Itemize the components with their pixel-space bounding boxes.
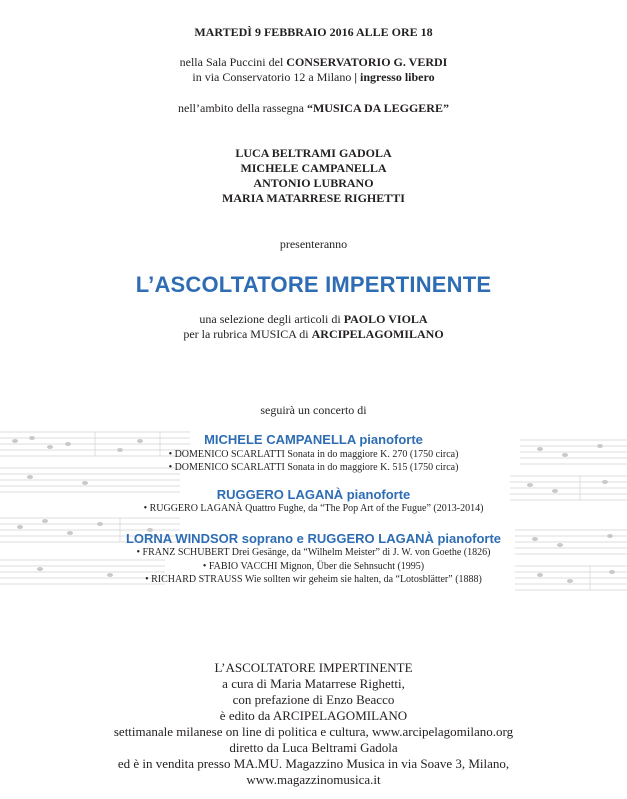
book-info-line: è edito da ARCIPELAGOMILANO xyxy=(219,708,408,723)
presenting-label: presenteranno xyxy=(279,237,348,251)
performer-heading: MICHELE CAMPANELLA pianoforte xyxy=(204,432,423,447)
program-piece: • RICHARD STRAUSS Wie sollten wir geheim sie halten, da “Lotosblätter” (1888) xyxy=(145,574,482,585)
event-date: MARTEDÌ 9 FEBBRAIO 2016 ALLE ORE 18 xyxy=(194,25,433,39)
website-link[interactable]: www.magazzinomusica.it xyxy=(246,772,381,787)
program-piece: • RUGGERO LAGANÀ Quattro Fughe, da “The Pop Art of the Fugue” (2013-2014) xyxy=(143,503,484,514)
publication-name: ARCIPELAGOMILANO xyxy=(311,327,444,341)
author-name: PAOLO VIOLA xyxy=(343,312,428,326)
concert-intro: seguirà un concerto di xyxy=(260,403,367,417)
venue-line xyxy=(0,55,627,70)
book-info-line: diretto da Luca Beltrami Gadola xyxy=(229,740,398,755)
program-piece: • DOMENICO SCARLATTI Sonata in do maggiore K. 270 (1750 circa) xyxy=(168,449,459,460)
subtitle-line-2 xyxy=(0,327,627,342)
address-line xyxy=(0,70,627,85)
book-info-line: settimanale milanese on line di politica e cultura, www.arcipelagomilano.org xyxy=(113,724,514,739)
series-line xyxy=(0,101,627,116)
presenter-name: MICHELE CAMPANELLA xyxy=(240,161,387,175)
series-name: “MUSICA DA LEGGERE” xyxy=(306,101,449,115)
venue-name: CONSERVATORIO G. VERDI xyxy=(286,55,448,69)
venue-prefix: nella Sala Puccini del xyxy=(179,55,287,69)
book-info-line: a cura di Maria Matarrese Righetti, xyxy=(222,676,405,691)
entry-info: ingresso libero xyxy=(357,70,435,84)
presenter-name: ANTONIO LUBRANO xyxy=(253,176,374,190)
subtitle-prefix: una selezione degli articoli di xyxy=(199,312,344,326)
performer-heading: LORNA WINDSOR soprano e RUGGERO LAGANÀ pianoforte xyxy=(125,531,502,546)
program-piece: • DOMENICO SCARLATTI Sonata in do maggiore K. 515 (1750 circa) xyxy=(168,462,459,473)
book-info-line: ed è in vendita presso MA.MU. Magazzino Musica in via Soave 3, Milano, xyxy=(117,756,510,771)
book-info-line: L’ASCOLTATORE IMPERTINENTE xyxy=(214,660,413,675)
series-prefix: nell’ambito della rassegna xyxy=(178,101,307,115)
subtitle-line-1 xyxy=(0,312,627,327)
presenter-name: LUCA BELTRAMI GADOLA xyxy=(235,146,392,160)
address-separator: | xyxy=(354,70,358,84)
program-piece: • FRANZ SCHUBERT Drei Gesänge, da “Wilhelm Meister” di J. W. von Goethe (1826) xyxy=(136,547,491,558)
subtitle-prefix: per la rubrica MUSICA di xyxy=(183,327,312,341)
presenter-name: MARIA MATARRESE RIGHETTI xyxy=(222,191,405,205)
book-info-line: con prefazione di Enzo Beacco xyxy=(232,692,395,707)
event-title: L’ASCOLTATORE IMPERTINENTE xyxy=(135,272,492,297)
address-prefix: in via Conservatorio 12 a Milano xyxy=(192,70,355,84)
program-piece: • FABIO VACCHI Mignon, Über die Sehnsucht (1995) xyxy=(202,561,425,572)
performer-heading: RUGGERO LAGANÀ pianoforte xyxy=(216,487,411,502)
